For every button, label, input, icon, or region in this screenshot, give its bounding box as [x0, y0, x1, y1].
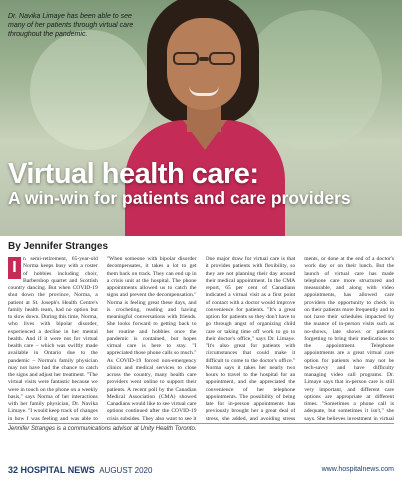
article-column-1: [8, 256, 98, 422]
website-link[interactable]: www.hospitalnews.com: [321, 466, 394, 473]
article-column-3: [206, 256, 296, 422]
glasses: [171, 52, 237, 66]
publication-name: HOSPITAL NEWS: [20, 465, 95, 475]
article-column-4: [304, 256, 394, 422]
column-text: "When someone with bipolar disorder decompensates, it takes a lot to get them back on track. They can end up in a crisis unit at the hospital. The phone appointments allowed us to catch the signs and prevent the decompensation." Norma is feeling great these days, and is crocheting, reading and having meaningful conversations with friends. She looks forward to getting back to her routine and hobbies once the pandemic is contained, but hopes virtual care is here to stay. "I appreciated those phone calls so much." As COVID-19 forced non-emergency clinics and medical services to close across the country, many health care providers went online to support their patients. A recent poll by the Canadian Medical Association (CMA) showed Canadians would like to see virtual care options continued after the COVID-19 crisis subsides. They also want to see it: [106, 256, 197, 422]
byline: By Jennifer Stranges: [8, 241, 109, 252]
hero-photo: [0, 0, 402, 236]
column-text: n semi-retirement, 65-year-old Norma keeps busy with a roster of hobbies including choir, Barbershop quartet and Scottish country dancing. But when COVID-19 shut down the province, Norma, a patient at St. Joseph's Health Centre's family health team, had no option but to slow down. During this time, Norma, who lives with bipolar disorder, experienced a decline in her mental health. And if it were not for virtual health care – which was swiftly made available in Ontario due to the pandemic – Norma's family physician may not have had the chance to catch the signs and adjust her treatment. "The virtual visits were fantastic because we were in touch on the phone on a weekly basis," says Norma of her interactions with her family physician, Dr. Navika Limaye. "I would keep track of changes in how I was feeling and was able to: [8, 256, 98, 422]
article-column-2: [107, 256, 197, 422]
folio: [8, 465, 152, 475]
column-text: ments, or done at the end of a doctor's work day or on their lunch. But the launch of virtual care has made telephone care more structured and measurable, and along with video appointments, has allowed care providers the opportunity to check in on their patients more frequently and to not have their schedules impacted by the nuance of in-person visits such as no-shows, late shows or patients forgetting to bring their medications to the appointment. Telephone appointments are a great virtual care option for patients who may not be tech-savvy and have difficulty managing video call programs. Dr. Limaye says that in-person care is still very important, and different care options are appropriate at different times. "Sometimes a phone call is adequate, but sometimes it isn't," she says. She believes investment in virtual: [304, 256, 394, 422]
divider: [8, 423, 394, 424]
article-body: [8, 256, 394, 422]
page-footer: [8, 464, 394, 478]
author-bio: Jennifer Stranges is a communications advisor at Unity Health Toronto.: [8, 426, 197, 432]
issue-date: AUGUST 2020: [99, 466, 153, 475]
article-subtitle: A win-win for patients and care providers: [8, 188, 351, 208]
article-title: Virtual health care:: [8, 158, 259, 190]
drop-cap: I: [8, 257, 21, 279]
column-text: One major draw for virtual care is that it provides patients with flexibility, so they are not planning their day around their medical appointment. In the CMA report, 65 per cent of Canadians indicated a virtual visit as a first point of contact with a doctor would improve convenience for patients. "It's a great option for patients so they don't have to go through angst of organizing child care or taking time off work to go to their doctor's office," says Dr. Limaye. "It's also great for patients with circumstances that could make it difficult to come to the doctor's office." Norma says it takes her nearly two hours to travel to the hospital for an appointment, and she appreciated the convenience of her telephone appointments. The possibility of being late for in-person appointments has previously brought her a great deal of stress, she added, and avoiding stress: [205, 256, 296, 422]
page-number: 32: [8, 465, 19, 475]
photo-caption: Dr. Navika Limaye has been able to see many of her patients through virtual care throughout the pandemic.: [8, 13, 134, 38]
